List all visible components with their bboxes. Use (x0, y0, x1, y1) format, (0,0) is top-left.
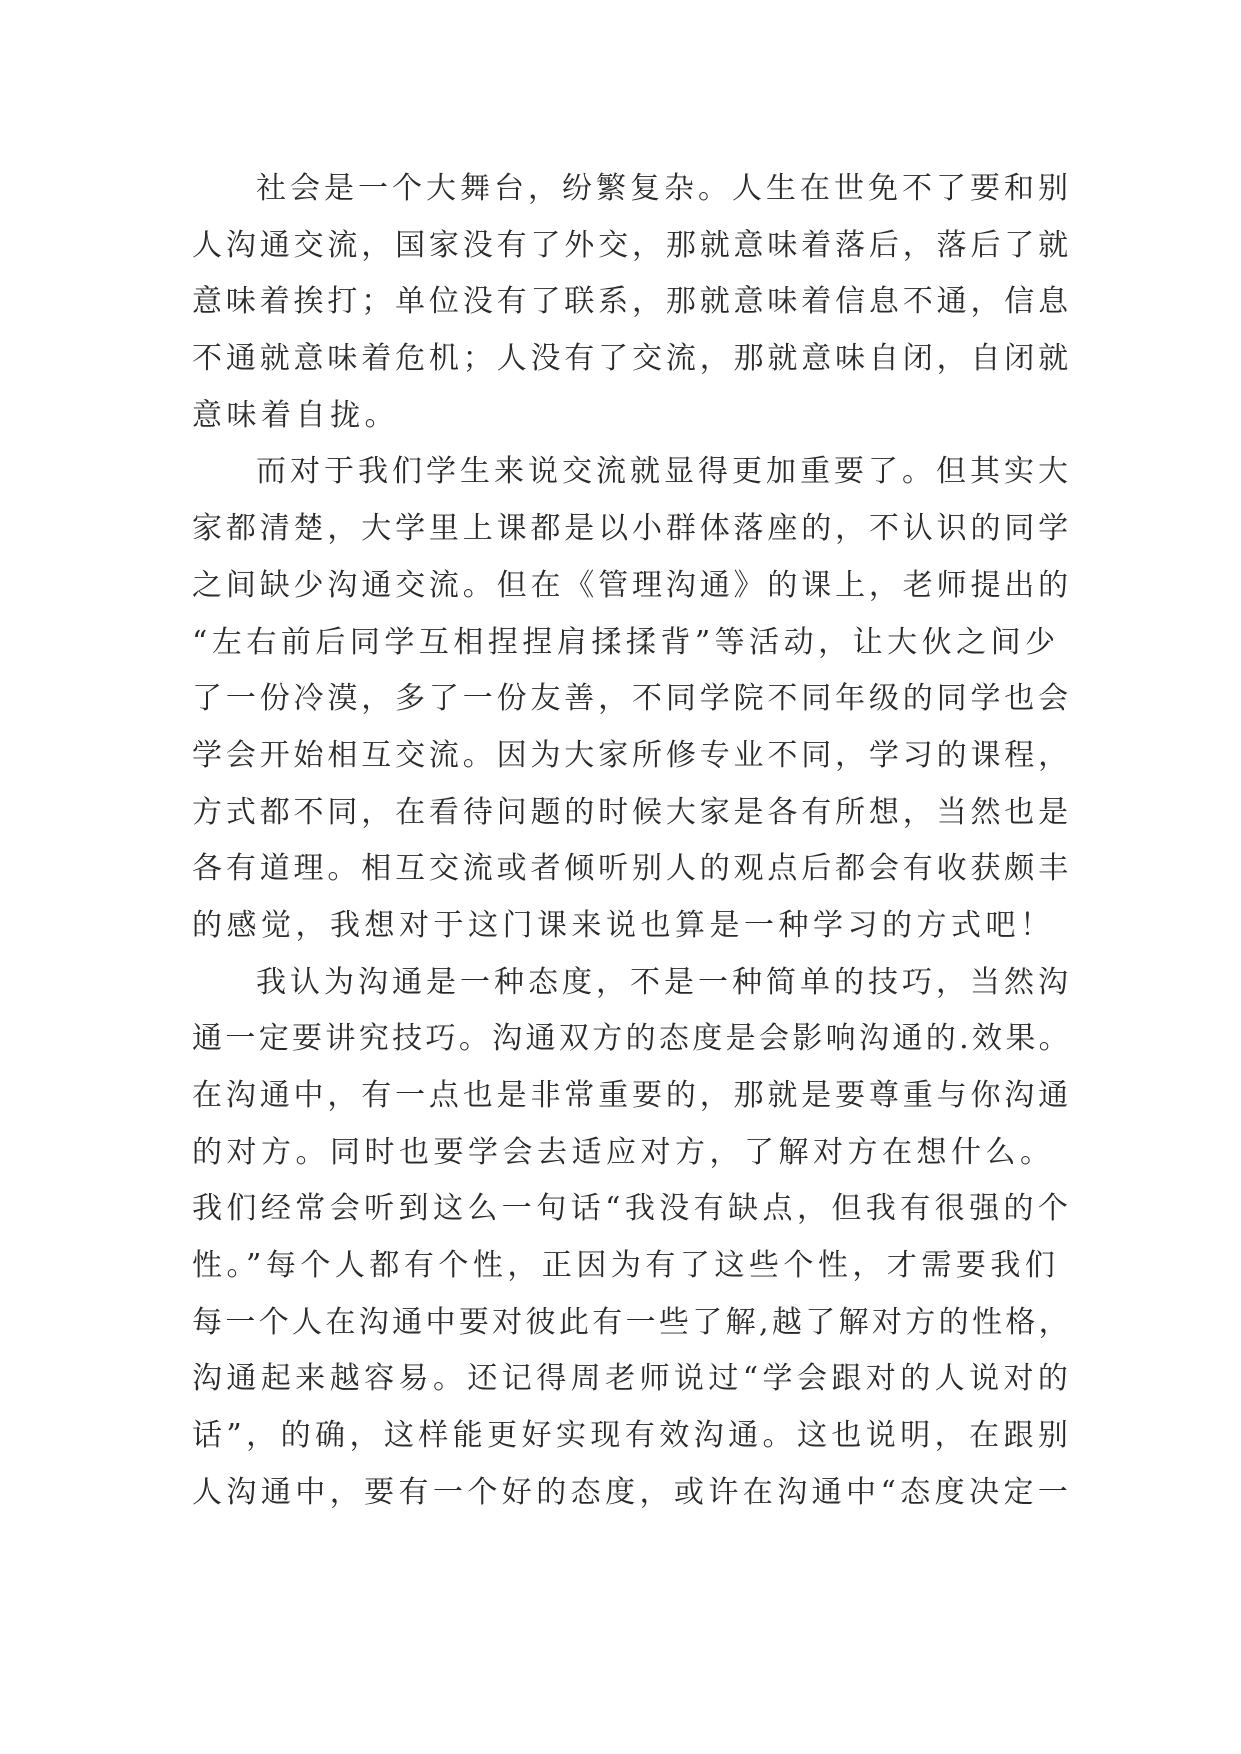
text-line: 不通就意味着危机；人没有了交流，那就意味自闭，自闭就 (192, 341, 1072, 377)
text-line: 之间缺少沟通交流。但在《管理沟通》的课上，老师提出的 (192, 567, 1072, 603)
text-line: 在沟通中，有一点也是非常重要的，那就是要尊重与你沟通 (192, 1078, 1072, 1113)
text-line: 了一份冷漠，多了一份友善，不同学院不同年级的同学也会 (192, 681, 1072, 717)
text-line: “左右前后同学互相捏捏肩揉揉背”等活动，让大伙之间少 (192, 624, 1060, 660)
text-line: 而对于我们学生来说交流就显得更加重要了。但其实大 (256, 454, 1072, 490)
text-line: 的感觉，我想对于这门课来说也算是一种学习的方式吧！ (192, 907, 1055, 943)
text-line: 我们经常会听到这么一句话“我没有缺点，但我有很强的个 (192, 1191, 1073, 1227)
text-line: 每一个人在沟通中要对彼此有一些了解,越了解对方的性格， (192, 1304, 1073, 1340)
text-line: 话”，的确，这样能更好实现有效沟通。这也说明，在跟别 (192, 1418, 1073, 1454)
text-line: 通一定要讲究技巧。沟通双方的态度是会影响沟通的.效果。 (192, 1021, 1073, 1057)
text-line: 意味着自拢。 (192, 397, 399, 433)
text-line: 沟通起来越容易。还记得周老师说过“学会跟对的人说对的 (192, 1361, 1073, 1397)
body-text (192, 161, 1072, 1522)
text-line: 方式都不同，在看待问题的时候大家是各有所想，当然也是 (192, 794, 1072, 830)
text-line: 学会开始相互交流。因为大家所修专业不同，学习的课程， (192, 737, 1072, 773)
text-line: 社会是一个大舞台，纷繁复杂。人生在世免不了要和别 (256, 171, 1072, 206)
text-line: 性。”每个人都有个性，正因为有了这些个性，才需要我们 (192, 1248, 1060, 1284)
text-line: 家都清楚，大学里上课都是以小群体落座的，不认识的同学 (192, 511, 1072, 547)
text-line: 意味着挨打；单位没有了联系，那就意味着信息不通，信息 (192, 284, 1072, 320)
text-line: 的对方。同时也要学会去适应对方，了解对方在想什么。 (192, 1134, 1055, 1170)
text-line: 我认为沟通是一种态度，不是一种简单的技巧，当然沟 (256, 964, 1072, 1000)
text-line: 人沟通中，要有一个好的态度，或许在沟通中“态度决定一 (192, 1474, 1073, 1510)
text-line: 人沟通交流，国家没有了外交，那就意味着落后，落后了就 (192, 227, 1072, 263)
text-line: 各有道理。相互交流或者倾听别人的观点后都会有收获颇丰 (192, 851, 1072, 887)
